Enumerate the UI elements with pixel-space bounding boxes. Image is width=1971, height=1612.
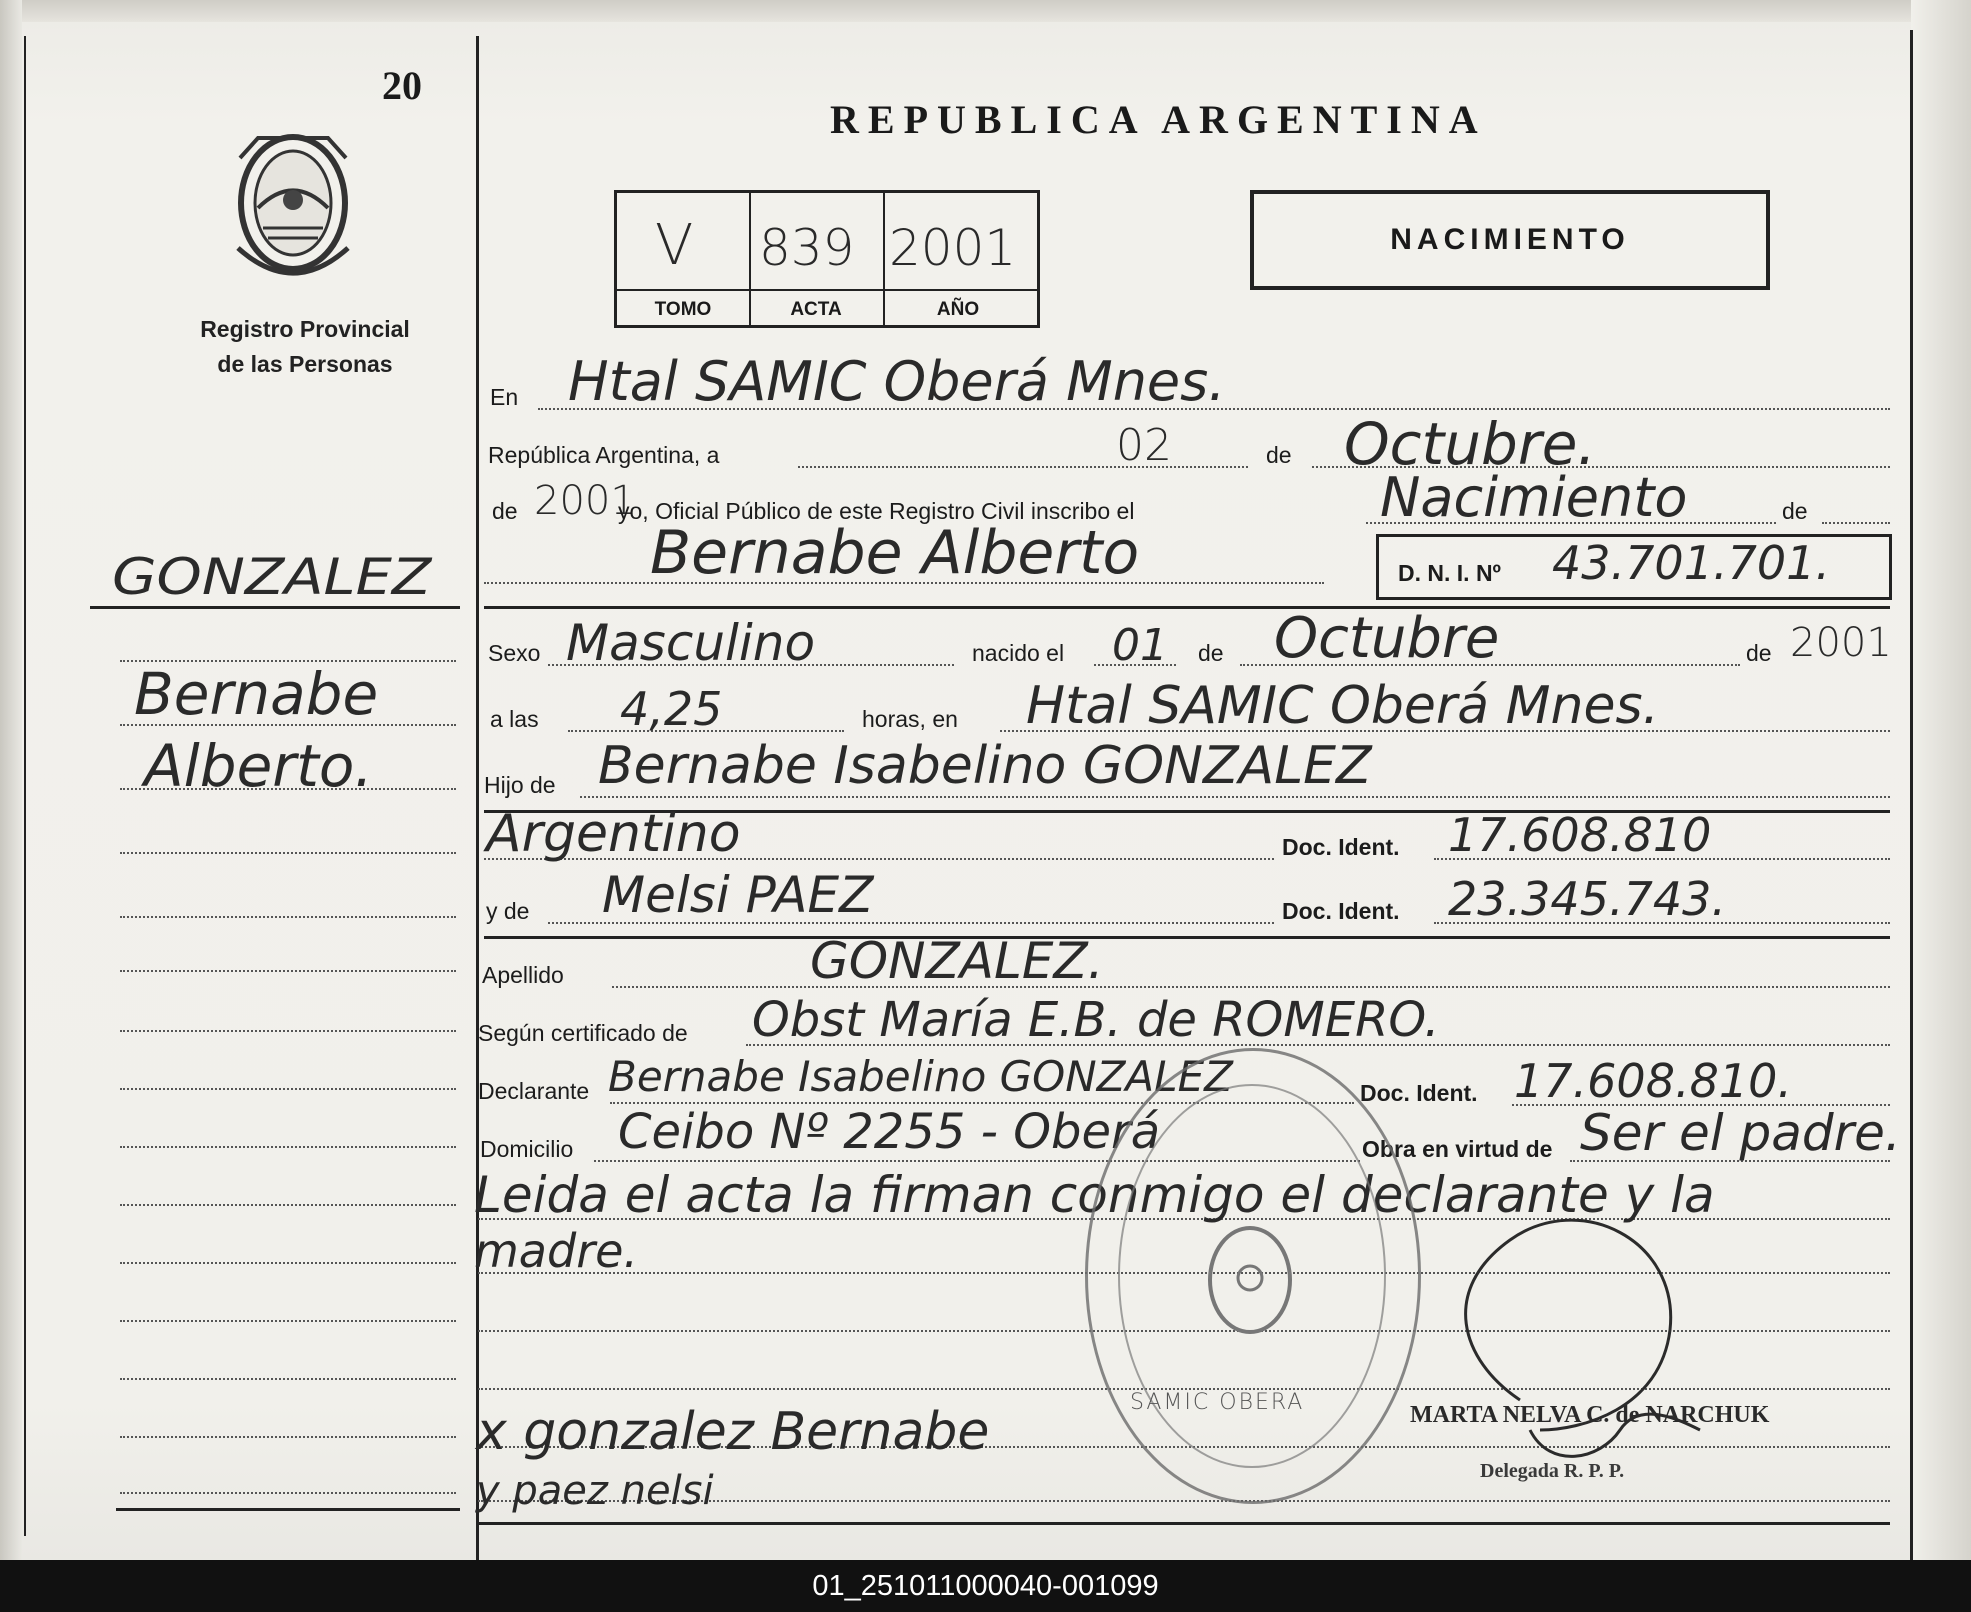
dotline (798, 466, 1248, 468)
sexo-label: Sexo (488, 640, 541, 666)
mother-doc-label: Doc. Ident. (1282, 898, 1400, 924)
officer-name-stamp: MARTA NELVA C. de NARCHUK (1410, 1402, 1770, 1428)
province-emblem (228, 128, 358, 283)
inscribe-value: Nacimiento (1380, 466, 1688, 529)
margin-dotline (120, 1436, 456, 1438)
right-border (1910, 30, 1913, 1560)
signature-declarant: x gonzalez Bernabe (476, 1402, 990, 1462)
registry-name (150, 312, 460, 382)
mother-name: Melsi PAEZ (602, 866, 874, 924)
ano-caption: AÑO (936, 299, 980, 320)
hour-value: 4,25 (620, 682, 723, 736)
margin-surname: GONZALEZ (112, 548, 432, 606)
father-doc-label: Doc. Ident. (1282, 834, 1400, 860)
note-line-1: Leida el acta la firman conmigo el declarante y la (474, 1166, 1715, 1224)
hijo-label: Hijo de (484, 772, 556, 798)
father-doc: 17.608.810 (1448, 808, 1712, 862)
apellido-value: GONZALEZ. (810, 932, 1104, 990)
acta-value: 839 (759, 219, 855, 277)
year-value: 2001 (534, 478, 636, 524)
registry-line-1: Registro Provincial (200, 316, 410, 342)
margin-dotline (120, 1320, 456, 1322)
child-name: Bernabe Alberto (650, 518, 1140, 588)
page-number: 20 (382, 63, 422, 108)
mother-doc: 23.345.743. (1448, 872, 1726, 926)
declarante-label: Declarante (478, 1078, 590, 1104)
margin-dotline (120, 1492, 456, 1494)
de2-label: de (492, 498, 518, 524)
margin-dotline (120, 970, 456, 972)
month-value: Octubre. (1344, 410, 1596, 478)
grid-cell-tomo (617, 193, 751, 325)
grid-cell-ano (883, 193, 1033, 325)
declarante-doc-label: Doc. Ident. (1360, 1080, 1478, 1106)
declarante-value: Bernabe Isabelino GONZALEZ (608, 1052, 1233, 1101)
margin-given-1: Bernabe (134, 660, 379, 728)
margin-bottom-rule (116, 1508, 460, 1511)
segun-label: Según certificado de (478, 1020, 688, 1046)
margin-dotline (120, 724, 456, 726)
image-id-footer: 01_251011000040-001099 (0, 1560, 1971, 1612)
acta-caption: ACTA (790, 299, 842, 320)
margin-dotline (120, 1030, 456, 1032)
grid-cell-acta (749, 193, 885, 325)
tomo-caption: TOMO (654, 299, 712, 320)
note-line-2: madre. (474, 1224, 639, 1278)
margin-dotline (120, 1262, 456, 1264)
father-nationality: Argentino (486, 804, 741, 864)
seal-emblem (1200, 1220, 1300, 1340)
bottom-rule (478, 1522, 1890, 1525)
de3-label: de (1782, 498, 1808, 524)
dni-label: D. N. I. Nº (1398, 560, 1501, 586)
birth-place: Htal SAMIC Oberá Mnes. (1026, 676, 1660, 736)
margin-dotline (120, 1204, 456, 1206)
section-rule (484, 936, 1890, 939)
dotline (580, 796, 1890, 798)
document-title: REPUBLICA ARGENTINA (830, 97, 1487, 142)
republica-label: República Argentina, a (488, 442, 720, 468)
margin-dotline (120, 1146, 456, 1148)
margin-dotline (120, 788, 456, 790)
tomo-value: V (655, 213, 694, 278)
en-label: En (490, 384, 519, 410)
dotline (1822, 522, 1890, 524)
domicilio-value: Ceibo Nº 2255 - Oberá (618, 1104, 1161, 1160)
de5-label: de (1746, 640, 1772, 666)
page-left-edge (0, 0, 22, 1560)
nacido-label: nacido el (972, 640, 1065, 666)
en-value: Htal SAMIC Oberá Mnes. (568, 350, 1226, 413)
record-grid (614, 190, 1040, 328)
margin-rule (90, 606, 460, 609)
horas-label: horas, en (862, 706, 958, 732)
a-las-label: a las (490, 706, 539, 732)
record-type-box: NACIMIENTO (1250, 190, 1770, 290)
oficial-text: yo, Oficial Público de este Registro Civil inscribo el (618, 498, 1135, 524)
section-rule (484, 606, 1890, 609)
birth-year: 2001 (1790, 620, 1892, 666)
dotline (612, 986, 1890, 988)
y-de-label: y de (486, 898, 530, 924)
margin-dotline (120, 660, 456, 662)
margin-given-2: Alberto. (144, 732, 373, 800)
officer-role-stamp: Delegada R. P. P. (1480, 1460, 1625, 1482)
obra-label: Obra en virtud de (1362, 1136, 1553, 1162)
page-top-edge (0, 0, 1971, 22)
page-right-edge (1911, 0, 1971, 1560)
margin-dotline (120, 1088, 456, 1090)
domicilio-label: Domicilio (480, 1136, 574, 1162)
de4-label: de (1198, 640, 1224, 666)
apellido-label: Apellido (482, 962, 564, 988)
de-label: de (1266, 442, 1292, 468)
obra-value: Ser el padre. (1580, 1104, 1901, 1162)
declarante-doc: 17.608.810. (1514, 1054, 1792, 1108)
day-value: 02 (1116, 420, 1172, 471)
margin-dotline (120, 852, 456, 854)
margin-dotline (120, 1378, 456, 1380)
birth-day: 01 (1112, 620, 1168, 671)
officer-signature (1380, 1130, 1710, 1510)
margin-dotline (120, 916, 456, 918)
dni-value: 43.701.701. (1552, 536, 1830, 590)
signature-mother: y paez nelsi (476, 1468, 714, 1514)
seal-bottom-text: SAMIC OBERA (1130, 1390, 1305, 1415)
registry-line-2: de las Personas (217, 351, 393, 377)
sexo-value: Masculino (566, 614, 816, 672)
father-name: Bernabe Isabelino GONZALEZ (598, 736, 1372, 796)
left-border (24, 36, 26, 1536)
ano-value: 2001 (889, 219, 1017, 277)
segun-value: Obst María E.B. de ROMERO. (752, 992, 1440, 1048)
birth-month: Octubre (1274, 606, 1500, 671)
